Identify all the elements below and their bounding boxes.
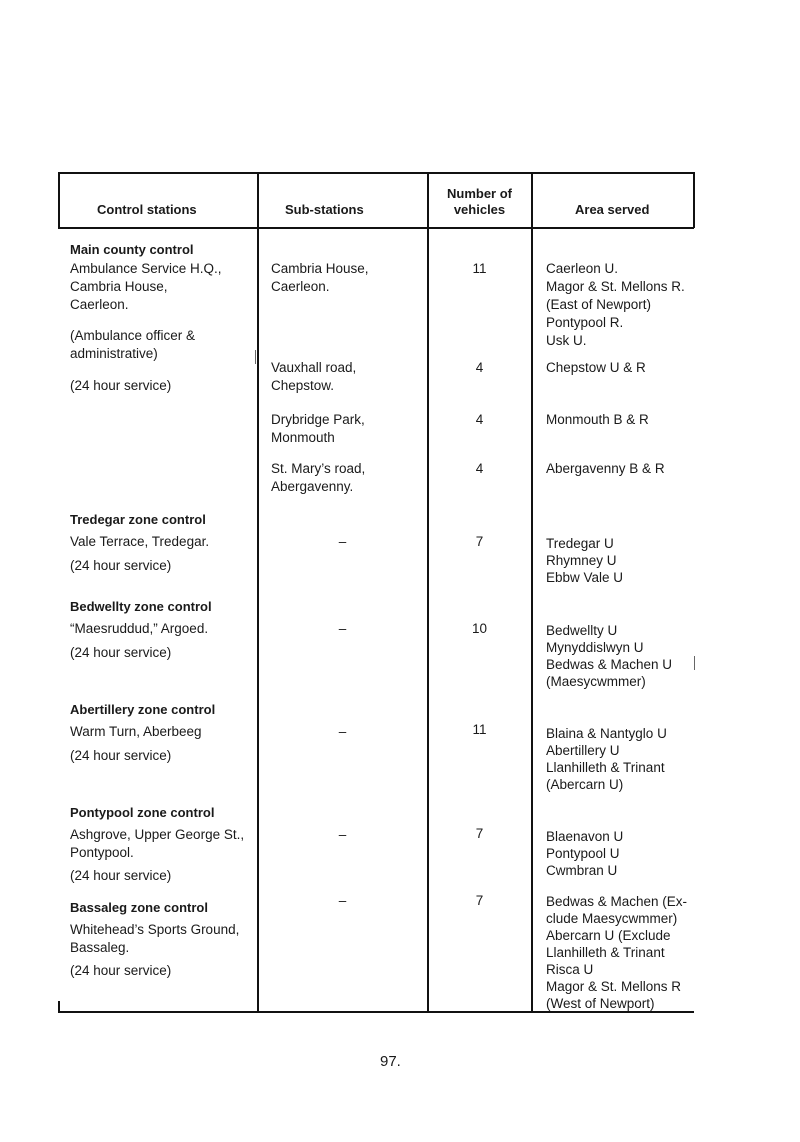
- area-served-line: Abergavenny B & R: [546, 461, 665, 476]
- sub-station-line: St. Mary’s road,: [271, 461, 366, 476]
- vehicle-count: 10: [471, 621, 488, 636]
- control-station-line: (24 hour service): [70, 868, 172, 883]
- area-served-line: Chepstow U & R: [546, 360, 646, 375]
- sub-station-line: Vauxhall road,: [271, 360, 357, 375]
- control-station-line: “Maesruddud,” Argoed.: [70, 621, 209, 636]
- header-bottom-border: [58, 227, 694, 229]
- section-heading: Abertillery zone control: [70, 702, 216, 717]
- sub-station-line: Monmouth: [271, 430, 335, 445]
- header-number-line1: Number of: [447, 186, 512, 201]
- section-heading: Pontypool zone control: [70, 805, 215, 820]
- area-served-line: Rhymney U: [546, 553, 617, 568]
- vehicle-count: 11: [472, 261, 487, 276]
- control-station-line: (24 hour service): [70, 558, 172, 573]
- area-served-line: (East of Newport): [546, 297, 652, 312]
- col-border-right: [693, 172, 695, 228]
- area-served-line: Blaenavon U: [546, 829, 624, 844]
- area-served-line: Abertillery U: [546, 743, 620, 758]
- area-served-line: Pontypool R.: [546, 315, 624, 330]
- col-border-left: [58, 172, 60, 228]
- sub-station-dash: –: [338, 893, 347, 908]
- control-station-line: administrative): [70, 346, 158, 361]
- control-station-line: Ashgrove, Upper George St.,: [70, 827, 245, 842]
- control-station-line: Pontypool.: [70, 845, 134, 860]
- table-top-border: [58, 172, 694, 174]
- control-station-line: Ambulance Service H.Q.,: [70, 261, 222, 276]
- col-border-left-lower: [58, 1001, 60, 1012]
- vehicle-count: 7: [475, 893, 484, 908]
- sub-station-line: Cambria House,: [271, 261, 369, 276]
- sub-station-dash: –: [338, 827, 347, 842]
- area-served-line: Mynyddislwyn U: [546, 640, 644, 655]
- control-station-line: Caerleon.: [70, 297, 129, 312]
- col-border-2: [427, 172, 429, 1012]
- area-served-line: (West of Newport): [546, 996, 655, 1011]
- sub-station-line: Abergavenny.: [271, 479, 354, 494]
- control-station-line: Warm Turn, Aberbeeg: [70, 724, 202, 739]
- area-served-line: Abercarn U (Exclude: [546, 928, 671, 943]
- area-served-line: Llanhilleth & Trinant: [546, 945, 665, 960]
- area-served-line: Magor & St. Mellons R.: [546, 279, 685, 294]
- area-served-line: Tredegar U: [546, 536, 614, 551]
- area-served-line: Cwmbran U: [546, 863, 618, 878]
- section-heading: Bedwellty zone control: [70, 599, 212, 614]
- area-served-line: Magor & St. Mellons R: [546, 979, 682, 994]
- control-station-line: Cambria House,: [70, 279, 168, 294]
- vehicle-count: 7: [475, 534, 484, 549]
- header-control-stations: Control stations: [97, 202, 197, 217]
- area-served-line: Ebbw Vale U: [546, 570, 624, 585]
- control-station-line: (24 hour service): [70, 963, 172, 978]
- header-area-served: Area served: [575, 202, 650, 217]
- area-served-line: Usk U.: [546, 333, 587, 348]
- control-station-line: (24 hour service): [70, 748, 172, 763]
- col-border-3: [531, 172, 533, 1012]
- area-served-line: Bedwellty U: [546, 623, 618, 638]
- control-station-line: (24 hour service): [70, 378, 172, 393]
- area-served-line: Llanhilleth & Trinant: [546, 760, 665, 775]
- sub-station-dash: –: [338, 724, 347, 739]
- col-border-1: [257, 172, 259, 1012]
- section-heading: Bassaleg zone control: [70, 900, 208, 915]
- area-served-line: Bedwas & Machen U: [546, 657, 673, 672]
- control-station-line: Whitehead’s Sports Ground,: [70, 922, 240, 937]
- control-station-line: (24 hour service): [70, 645, 172, 660]
- area-served-line: Monmouth B & R: [546, 412, 649, 427]
- area-served-line: clude Maesycwmmer): [546, 911, 678, 926]
- control-station-line: Bassaleg.: [70, 940, 130, 955]
- scan-mark: [694, 656, 695, 670]
- area-served-line: Risca U: [546, 962, 594, 977]
- vehicle-count: 4: [475, 360, 484, 375]
- control-station-line: (Ambulance officer &: [70, 328, 196, 343]
- header-sub-stations: Sub-stations: [285, 202, 364, 217]
- area-served-line: Pontypool U: [546, 846, 620, 861]
- sub-station-dash: –: [338, 621, 347, 636]
- area-served-line: Bedwas & Machen (Ex-: [546, 894, 688, 909]
- control-station-line: Vale Terrace, Tredegar.: [70, 534, 210, 549]
- vehicle-count: 4: [475, 412, 484, 427]
- sub-station-line: Drybridge Park,: [271, 412, 365, 427]
- page-number: 97.: [380, 1053, 401, 1070]
- area-served-line: Caerleon U.: [546, 261, 619, 276]
- section-heading: Tredegar zone control: [70, 512, 206, 527]
- area-served-line: (Abercarn U): [546, 777, 624, 792]
- vehicle-count: 7: [475, 826, 484, 841]
- area-served-line: Blaina & Nantyglo U: [546, 726, 667, 741]
- sub-station-dash: –: [338, 534, 347, 549]
- scan-mark: [255, 350, 256, 364]
- header-number-line2: vehicles: [453, 202, 506, 217]
- vehicle-count: 11: [472, 722, 487, 737]
- sub-station-line: Caerleon.: [271, 279, 330, 294]
- sub-station-line: Chepstow.: [271, 378, 335, 393]
- area-served-line: (Maesycwmmer): [546, 674, 646, 689]
- section-heading: Main county control: [70, 242, 194, 257]
- vehicle-count: 4: [475, 461, 484, 476]
